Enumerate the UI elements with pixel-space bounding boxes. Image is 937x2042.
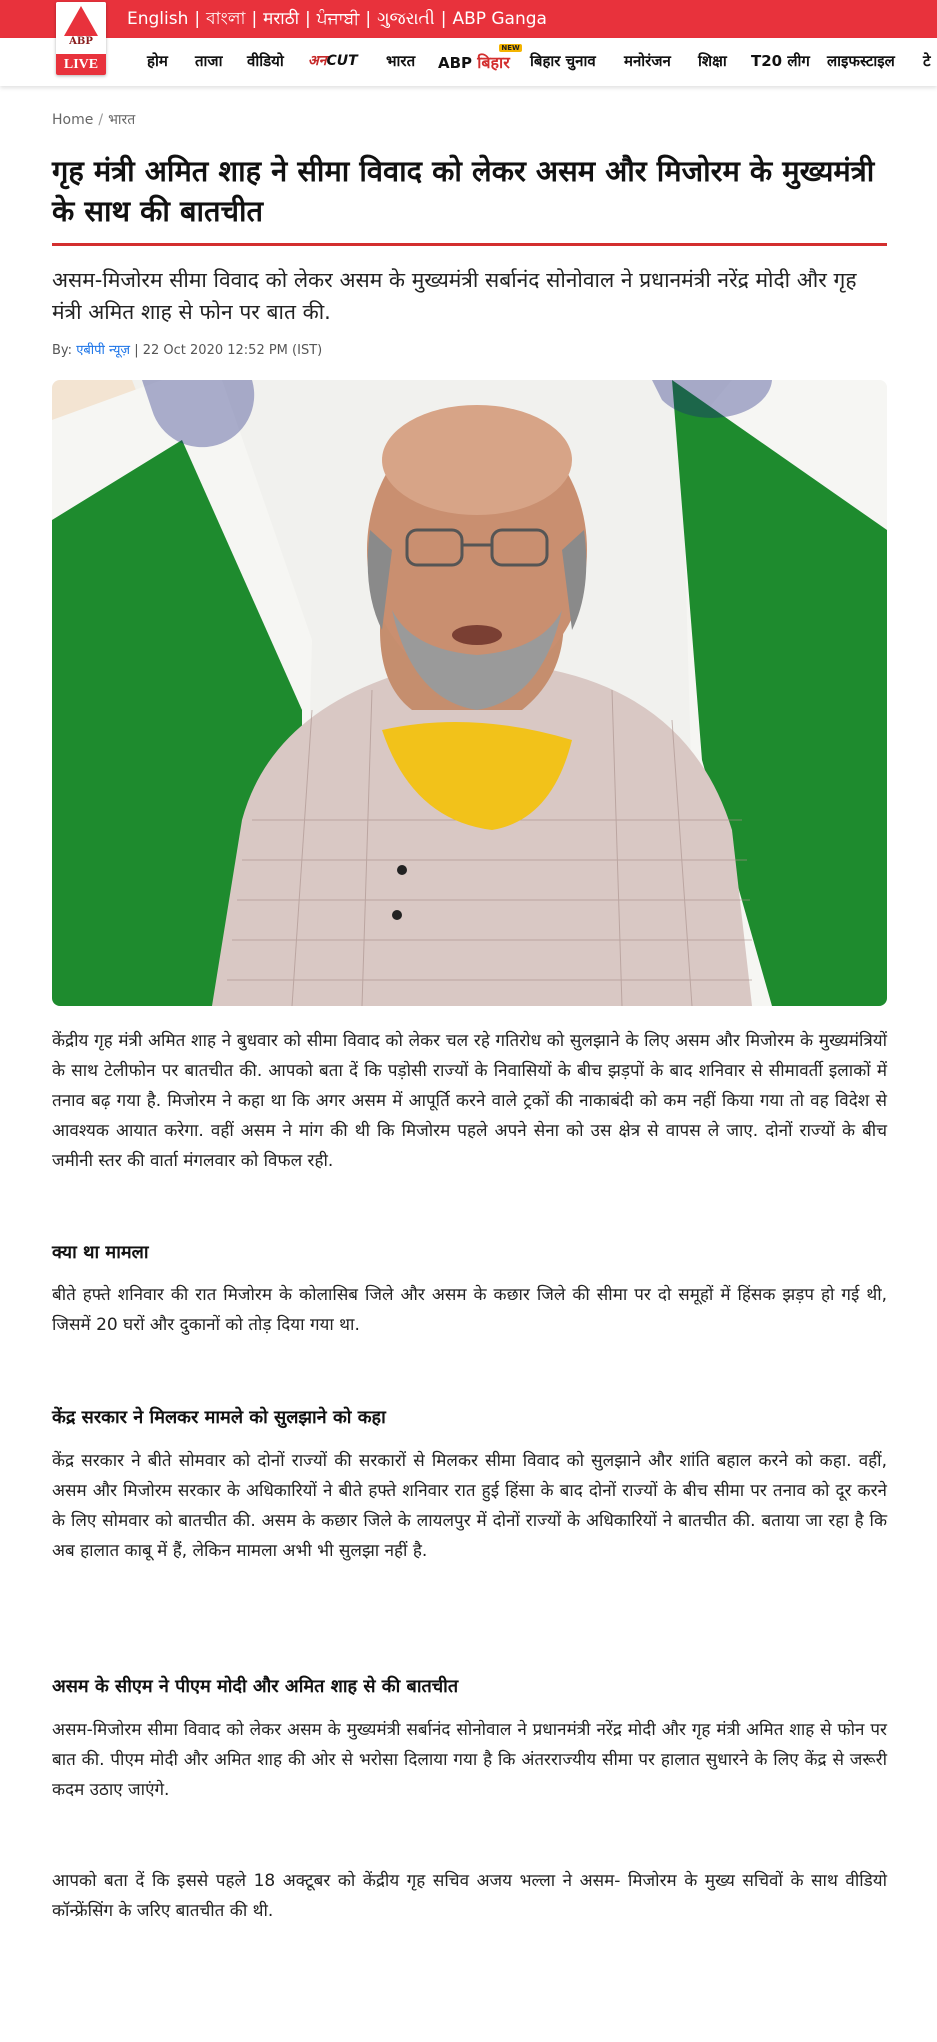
nav-uncut-b: CUT bbox=[326, 53, 358, 69]
separator: | bbox=[365, 9, 372, 29]
nav-t20[interactable]: T20 लीग bbox=[751, 52, 810, 70]
article-standfirst: असम-मिजोरम सीमा विवाद को लेकर असम के मुख्यमंत्री सर्बानंद सोनोवाल ने प्रधानमंत्री नरेंद्र मोदी और गृह मंत्री अमित शाह से फोन पर बात की. bbox=[52, 268, 857, 324]
lang-marathi[interactable]: मराठी bbox=[263, 9, 299, 29]
article-paragraph: केंद्र सरकार ने बीते सोमवार को दोनों राज्यों की सरकारों से मिलकर सीमा विवाद को सुलझाने और शांति बहाल करने को कहा. वहीं, असम और मिजोरम सरकार के अधिकारियों ने बीते हफ्ते शनिवार रात हुई हिंसा के बाद दोनों राज्यों के बीच सीमा पर तनाव को दूर करने के लिए सोमवार को बातचीत की. असम के कछार जिले के लायलपुर में दोनों राज्यों के अधिकारियों ने बातचीत की. बताया जा रहा है कि अब हालात काबू में हैं, लेकिन मामला अभी भी सुलझा नहीं है. bbox=[52, 1451, 887, 1561]
breadcrumb bbox=[52, 110, 135, 129]
nav-bihar-election[interactable]: बिहार चुनाव bbox=[530, 52, 596, 70]
nav-latest[interactable]: ताजा bbox=[195, 52, 223, 70]
byline-date: 22 Oct 2020 12:52 PM (IST) bbox=[142, 343, 323, 358]
separator: | bbox=[440, 9, 447, 29]
nav-abp-bihar[interactable] bbox=[438, 44, 520, 73]
separator: | bbox=[251, 9, 258, 29]
main-nav bbox=[0, 38, 937, 86]
logo-abp-text: ABP bbox=[69, 36, 93, 47]
hero-photo-illustration bbox=[52, 380, 887, 1006]
nav-uncut-a: अन bbox=[308, 53, 327, 69]
article-paragraph: केंद्रीय गृह मंत्री अमित शाह ने बुधवार को सीमा विवाद को लेकर चल रहे गतिरोध को सुलझाने के लिए असम और मिजोरम के मुख्यमंत्रियों के साथ टेलीफोन पर बातचीत की. आपको बता दें कि पड़ोसी राज्यों के निवासियों के बीच झड़पों के बाद शनिवार से सीमावर्ती इलाकों में तनाव बढ़ गया है. मिजोरम ने कहा था कि अगर असम में आपूर्ति करने वाले ट्रकों की नाकाबंदी को कम नहीं किया गया तो वह विदेश से आवश्यक आयात करेगा. वहीं असम ने मांग की थी कि मिजोरम पहले अपने सेना को उस क्षेत्र से वापस ले जाए. दोनों राज्यों के बीच जमीनी स्तर की वार्ता मंगलवार को विफल रही. bbox=[52, 1031, 887, 1171]
nav-education[interactable]: शिक्षा bbox=[698, 52, 727, 70]
nav-abp-bihar-abp: ABP bbox=[438, 54, 473, 72]
nav-lifestyle[interactable]: लाइफस्टाइल bbox=[827, 52, 895, 70]
logo-triangle-icon bbox=[64, 6, 98, 36]
nav-abp-bihar-bihar: बिहार bbox=[477, 53, 510, 72]
lang-bangla[interactable]: বাংলা bbox=[206, 9, 246, 29]
lang-gujarati[interactable]: ગુજરાતી bbox=[377, 9, 435, 29]
language-links bbox=[127, 6, 547, 34]
article-subheading: असम के सीएम ने पीएम मोदी और अमित शाह से की बातचीत bbox=[52, 1676, 459, 1697]
article-headline: गृह मंत्री अमित शाह ने सीमा विवाद को लेकर असम और मिजोरम के मुख्यमंत्री के साथ की बातचीत bbox=[52, 154, 875, 228]
nav-india[interactable]: भारत bbox=[386, 52, 416, 70]
separator: | bbox=[194, 9, 201, 29]
language-bar bbox=[0, 0, 937, 38]
logo-top bbox=[56, 2, 106, 54]
lang-punjabi[interactable]: ਪੰਜਾਬੀ bbox=[316, 9, 360, 29]
breadcrumb-current[interactable]: भारत bbox=[108, 112, 136, 128]
nav-home[interactable]: होम bbox=[147, 52, 168, 70]
byline-separator: | bbox=[134, 343, 139, 358]
breadcrumb-home[interactable]: Home bbox=[52, 112, 94, 128]
breadcrumb-separator: / bbox=[98, 112, 104, 128]
nav-more[interactable]: टे bbox=[923, 52, 931, 70]
article-paragraph: आपको बता दें कि इससे पहले 18 अक्टूबर को केंद्रीय गृह सचिव अजय भल्ला ने असम- मिजोरम के मुख्य सचिवों के साथ वीडियो कॉन्फ्रेंसिंग के जरिए बातचीत की थी. bbox=[52, 1871, 887, 1921]
article-hero-image bbox=[52, 380, 887, 1006]
nav-video[interactable]: वीडियो bbox=[247, 52, 284, 70]
lang-english[interactable]: English bbox=[127, 9, 189, 29]
new-badge: NEW bbox=[501, 44, 520, 52]
article-paragraph: असम-मिजोरम सीमा विवाद को लेकर असम के मुख्यमंत्री सर्बानंद सोनोवाल ने प्रधानमंत्री नरेंद्र मोदी और गृह मंत्री अमित शाह से फोन पर बात की. पीएम मोदी और अमित शाह की ओर से भरोसा दिलाया गया है कि अंतरराज्यीय सीमा पर हालात सुधारने के लिए केंद्र से जरूरी कदम उठाए जाएंगे. bbox=[52, 1720, 887, 1800]
nav-uncut[interactable] bbox=[308, 51, 358, 70]
separator: | bbox=[304, 9, 311, 29]
byline bbox=[52, 340, 322, 358]
article-subheading: केंद्र सरकार ने मिलकर मामले को सुलझाने को कहा bbox=[52, 1407, 386, 1428]
lang-abp-ganga[interactable]: ABP Ganga bbox=[452, 9, 547, 29]
nav-entertainment[interactable]: मनोरंजन bbox=[624, 52, 671, 70]
byline-author[interactable]: एबीपी न्यूज़ bbox=[76, 343, 131, 358]
byline-prefix: By: bbox=[52, 343, 73, 358]
headline-divider bbox=[52, 243, 887, 246]
abp-live-logo[interactable] bbox=[56, 2, 106, 75]
article-subheading: क्या था मामला bbox=[52, 1242, 149, 1263]
logo-live-text: LIVE bbox=[56, 54, 106, 75]
article-paragraph: बीते हफ्ते शनिवार की रात मिजोरम के कोलासिब जिले और असम के कछार जिले की सीमा पर दो समूहों में हिंसक झड़प हो गई थी, जिसमें 20 घरों और दुकानों को तोड़ दिया गया था. bbox=[52, 1285, 887, 1335]
